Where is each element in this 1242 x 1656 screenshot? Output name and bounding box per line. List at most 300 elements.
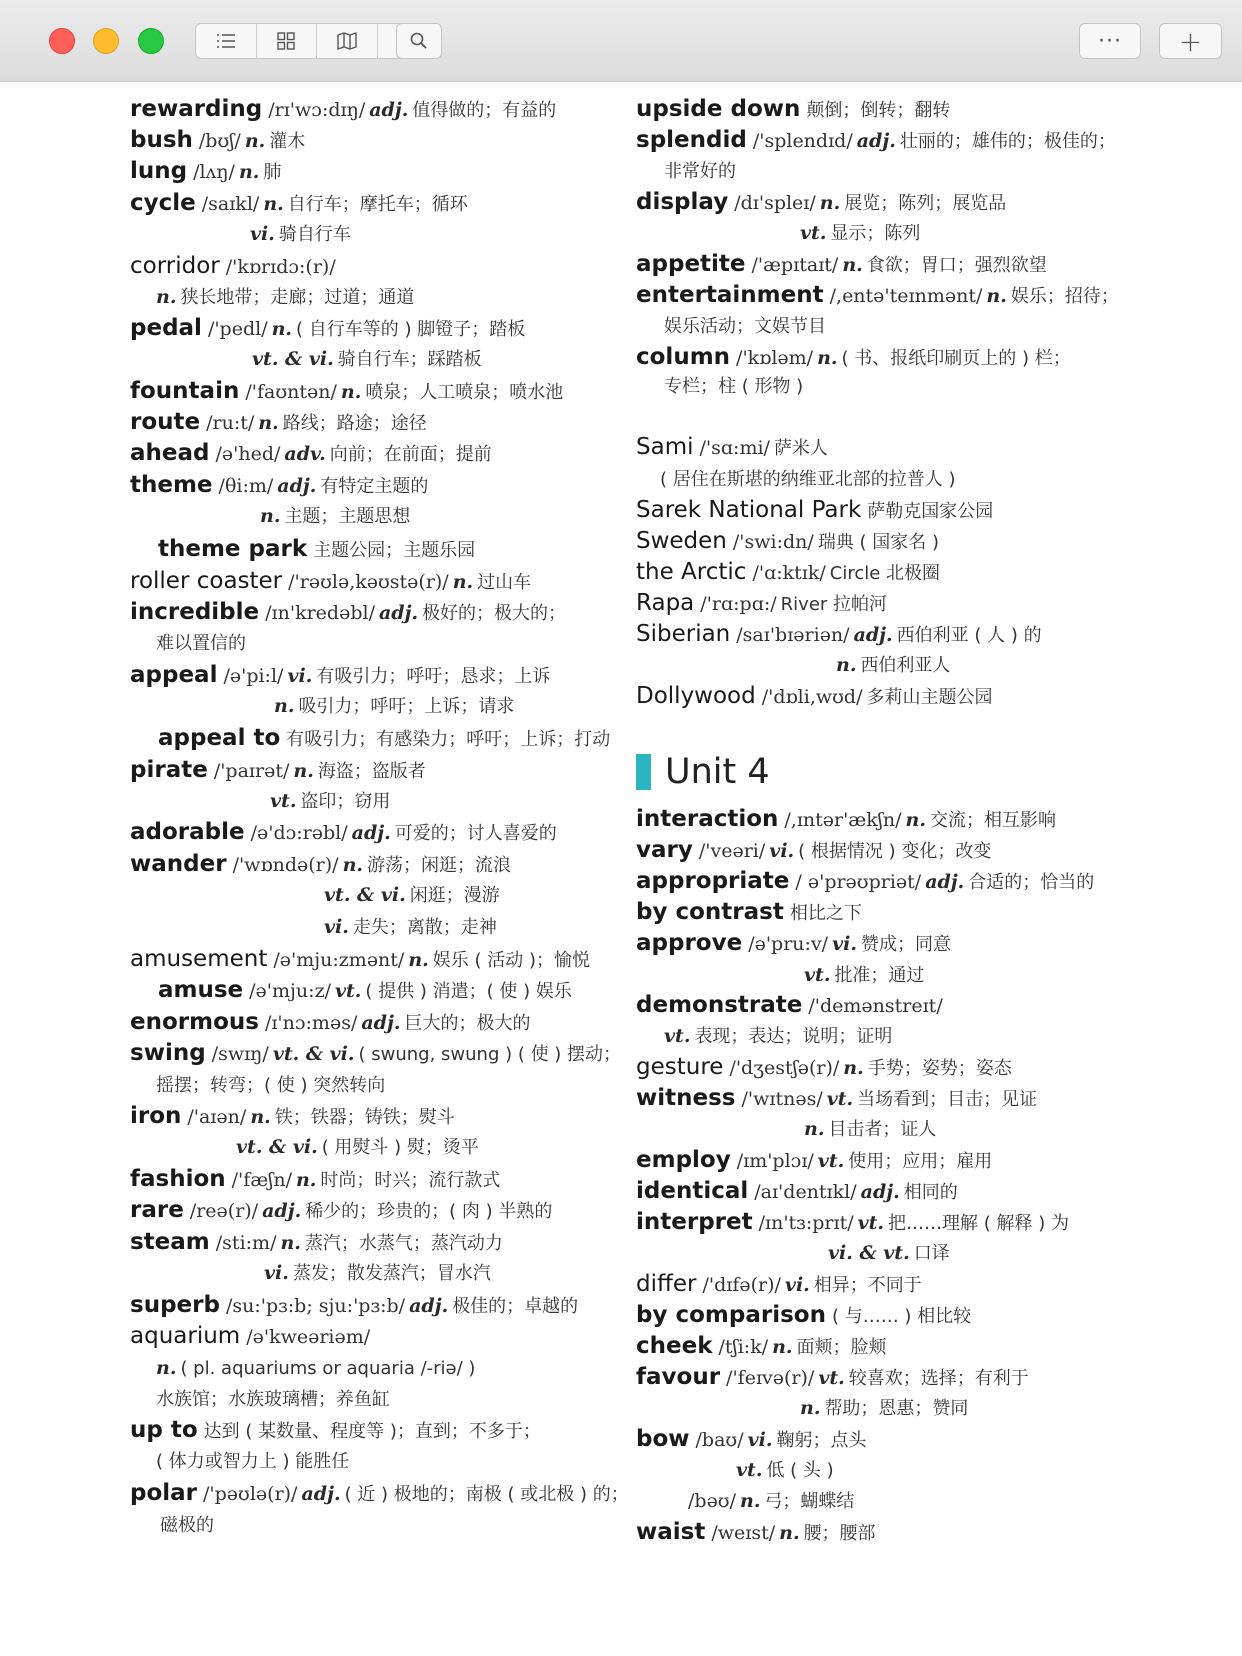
search-icon [409,31,429,51]
phonetic: /'aɪən/ [187,1106,247,1128]
vocab-entry [274,693,514,720]
vocab-entry [130,1009,530,1037]
definition: 面颊；脸颊 [796,1337,887,1358]
phonetic: /'pəʊlə(r)/ [203,1483,298,1505]
part-of-speech: n. [843,1057,864,1079]
vocab-entry [636,1519,876,1547]
definition: 难以置信的 [156,633,246,654]
part-of-speech: n. [260,505,281,527]
vocab-entry [130,1103,455,1131]
definition: 西伯利亚人 [860,655,951,676]
headword: bow [636,1426,690,1452]
definition: 多莉山主题公园 [866,687,993,708]
phonetic: /'pedl/ [207,318,268,340]
definition: 使用；应用；雇用 [848,1151,993,1172]
phonetic: /aɪ'dentɪkl/ [754,1181,857,1203]
phonetic: /ɪ'nɔ:məs/ [264,1012,358,1034]
part-of-speech: n. [274,695,295,717]
definition: 吸引力；呼吁；上诉；请求 [298,696,515,717]
headword: appropriate [636,868,790,894]
vocab-entry [156,1386,390,1413]
vocab-entry [636,282,1119,310]
definition: 萨勒克国家公园 [867,501,994,522]
vocab-entry [636,1209,1069,1237]
headword: theme [130,472,213,498]
phonetic: /saɪkl/ [201,193,260,215]
definition: 灌木 [269,131,306,152]
headword: swing [130,1040,206,1066]
vocab-entry [130,1417,541,1445]
headword: route [130,409,201,435]
vocab-entry [804,1116,936,1143]
vocab-entry [636,806,1056,834]
definition: 海盗；盗版者 [317,761,426,782]
phonetic: /'feɪvə(r)/ [726,1367,815,1389]
document-page [0,82,1242,1656]
headword: splendid [636,127,747,153]
definition: 萨米人 [773,438,828,459]
headword: enormous [130,1009,259,1035]
definition: 相比之下 [789,903,862,924]
part-of-speech: n. [156,286,177,308]
vocab-entry [158,977,572,1005]
more-options-button[interactable] [1079,23,1141,59]
vocab-entry [636,1178,958,1206]
definition: 较喜欢；选择；有利于 [848,1368,1029,1389]
vocab-entry [660,466,956,493]
vocab-entry [636,344,1071,372]
part-of-speech: vt. [736,1459,763,1481]
part-of-speech: n. [800,1397,821,1419]
headword: roller coaster [130,568,283,594]
definition: 合适的；恰当的 [968,872,1095,893]
unit-heading [636,752,770,792]
definition: 当场看到；目击；见证 [857,1089,1038,1110]
headword: appeal [130,662,218,688]
definition: 过山车 [477,572,532,593]
phonetic: /'æpɪtaɪt/ [751,254,839,276]
vocab-entry [252,346,482,373]
part-of-speech: n. [986,285,1007,307]
vocab-entry [156,630,246,657]
definition: 巨大的；极大的 [404,1013,531,1034]
phonetic: /θi:m/ [218,475,274,497]
vocab-entry [636,1302,971,1330]
headword: theme park [158,536,308,562]
vocab-entry [800,1395,968,1422]
definition: 西伯利亚 ( 人 ) 的 [896,625,1042,646]
definition: 蒸发；散发蒸汽；冒水汽 [292,1263,491,1284]
definition: 路线；路途；途径 [282,413,427,434]
vocab-entry [130,96,556,124]
part-of-speech: n. [293,760,314,782]
phonetic: /baʊ/ [695,1429,744,1451]
headword: incredible [130,599,260,625]
headword: pirate [130,757,208,783]
vocab-entry [636,528,939,556]
part-of-speech: n. [342,854,364,876]
definition: 展览；陈列；展览品 [844,193,1007,214]
headword: favour [636,1364,721,1390]
headword: cycle [130,190,196,216]
definition: 弓；蝴蝶结 [764,1491,855,1512]
headword: witness [636,1085,736,1111]
vocab-entry [636,434,828,462]
headword: employ [636,1147,731,1173]
part-of-speech: adj. [925,871,965,893]
definition: 表现；表达；说明；证明 [694,1026,893,1047]
phonetic: /sti:m/ [215,1232,277,1254]
headword: approve [636,930,743,956]
close-window-button[interactable] [49,28,75,54]
vocab-entry [130,378,563,406]
headword: fashion [130,1166,226,1192]
definition: 向前；在前面；提前 [329,444,492,465]
definition: ( 书、报纸印刷页上的 ) 栏； [841,348,1071,369]
definition: 娱乐 ( 活动 )；愉悦 [432,950,590,971]
headword: display [636,189,729,215]
part-of-speech: adj. [262,1200,302,1222]
vocab-entry [324,882,500,909]
vocab-entry [636,1364,1029,1392]
vocab-entry [664,1023,892,1050]
headword: upside down [636,96,801,122]
part-of-speech: n. [452,571,474,593]
vocab-entry [130,851,511,879]
part-of-speech: n. [156,1357,177,1379]
phonetic: /'veəri/ [698,840,766,862]
phonetic: /'kɒləm/ [736,347,814,369]
phonetic: /'wɪtnəs/ [741,1088,823,1110]
headword: interpret [636,1209,753,1235]
phonetic: /ə'mju:z/ [249,980,331,1002]
part-of-speech: n. [295,1169,317,1191]
headword: appetite [636,251,746,277]
grid-view-icon [276,31,296,51]
part-of-speech: vi. [747,1429,773,1451]
headword: bush [130,127,193,153]
vocab-entry [636,899,862,927]
definition: 交流；相互影响 [929,810,1056,831]
window-toolbar [0,0,1242,82]
headword: Sarek National Park [636,497,862,523]
phonetic: /'sɑ:mi/ [699,437,770,459]
headword: Siberian [636,621,731,647]
definition: ( 近 ) 极地的；南极 ( 或北极 ) 的； [344,1484,629,1505]
definition: 达到 ( 某数量、程度等 )；直到；不多于； [203,1421,541,1442]
part-of-speech: n. [271,318,293,340]
part-of-speech: n. [779,1522,800,1544]
part-of-speech: adj. [301,1483,341,1505]
vocab-entry [636,837,991,865]
definition: River 拉帕河 [780,594,888,615]
vocab-entry [130,757,426,785]
headword: interaction [636,806,779,832]
phonetic: /,entə'teɪnmənt/ [829,285,983,307]
definition: 低 ( 头 ) [766,1460,834,1481]
vocab-entry [636,992,947,1019]
part-of-speech: vt. & vi. [252,348,334,370]
phonetic: /'demənstreɪt/ [808,995,943,1017]
vocab-entry [130,1229,503,1257]
part-of-speech: vt. [334,980,362,1002]
headword: waist [636,1519,706,1545]
vocab-entry [636,683,993,711]
definition: 主题；主题思想 [284,506,411,527]
definition: 蒸汽；水蒸气；蒸汽动力 [304,1233,503,1254]
vocab-entry [236,1134,479,1161]
definition: ( 居住在斯堪的纳维亚北部的拉普人 ) [660,469,956,490]
part-of-speech: n. [842,254,863,276]
definition: 游荡；闲逛；流浪 [367,855,512,876]
vocab-entry [804,962,924,989]
add-button[interactable] [1159,23,1222,59]
part-of-speech: n. [280,1232,301,1254]
definition: 娱乐活动；文娱节目 [664,316,826,337]
definition: Circle 北极圈 [829,563,941,584]
headword: up to [130,1417,198,1443]
vocab-entry [130,1197,552,1225]
part-of-speech: vt. & vi. [272,1043,355,1065]
phonetic: /'rɑ:pɑ:/ [700,593,777,615]
part-of-speech: vt. & vi. [236,1136,318,1158]
vocab-entry [130,409,427,437]
definition: 颠倒；倒转；翻转 [806,100,951,121]
definition: 帮助；恩惠；赞同 [824,1398,969,1419]
vocab-entry [130,440,492,468]
phonetic: /'paɪrət/ [213,760,290,782]
vocab-entry [130,127,305,155]
vocab-entry [130,819,557,847]
grid-view-button[interactable] [257,24,318,58]
definition: 赞成；同意 [860,934,951,955]
headword: Dollywood [636,683,756,709]
definition: 有特定主题的 [320,476,429,497]
part-of-speech: vt. [817,1150,845,1172]
headword: steam [130,1229,210,1255]
phonetic: /'fæʃn/ [231,1169,292,1191]
phonetic: /'dɪfə(r)/ [702,1274,781,1296]
headword: rare [130,1197,184,1223]
phonetic: /'rəʊlə,kəʊstə(r)/ [288,571,449,593]
definition: 盗印；窃用 [300,791,391,812]
definition: ( pl. aquariums or aquaria /-riə/ ) [180,1358,476,1379]
phonetic: /'dʒestʃə(r)/ [729,1057,840,1079]
vocab-entry [636,96,950,124]
part-of-speech: n. [817,347,838,369]
vocab-entry [636,590,887,618]
definition: 有吸引力；有感染力；呼吁；上诉；打动 [286,729,611,750]
definition: 瑞典 ( 国家名 ) [817,532,940,553]
vocab-entry [158,725,610,753]
vocab-entry [130,1323,374,1350]
part-of-speech: n. [819,192,841,214]
maximize-window-button[interactable] [138,28,164,54]
list-view-button[interactable] [196,24,257,58]
vocab-entry [130,1292,578,1320]
vocab-entry [130,1166,500,1194]
phonetic: /'dɒli,wʊd/ [761,686,863,708]
headword: vary [636,837,693,863]
definition: 娱乐；招待； [1010,286,1119,307]
vocab-entry [636,1333,887,1361]
vocab-entry [636,559,940,587]
part-of-speech: n. [340,381,362,403]
vocab-entry [636,497,993,525]
vocab-entry [130,190,468,218]
unit-accent-bar [636,754,651,790]
definition: 狭长地带；走廊；过道；通道 [180,287,415,308]
phonetic: /weɪst/ [711,1522,776,1544]
vocab-entry [130,946,590,974]
headword: Sami [636,434,694,460]
vocab-entry [260,503,410,530]
definition: 骑自行车 [278,224,351,245]
vocab-entry [156,284,414,311]
vocab-entry [130,158,281,186]
phonetic: /'wɒndə(r)/ [232,854,339,876]
definition: 目击者；证人 [828,1119,937,1140]
definition: 批准；通过 [834,965,925,986]
map-view-button[interactable] [317,24,378,58]
headword: column [636,344,731,370]
headword: by contrast [636,899,784,925]
part-of-speech: adj. [409,1295,449,1317]
phonetic: /ru:t/ [206,412,255,434]
vocab-entry [130,315,525,343]
phonetic: / ə'prəʊpriət/ [795,871,922,893]
part-of-speech: vi. [769,840,795,862]
vocab-entry [828,1240,950,1267]
headword: amusement [130,946,268,972]
part-of-speech: adj. [369,99,409,121]
vocab-entry [636,930,951,958]
plus-icon: + [1178,24,1203,58]
part-of-speech: vi. [287,665,313,687]
phonetic: /'faʊntən/ [245,381,337,403]
part-of-speech: n. [244,130,266,152]
vocab-entry [636,868,1094,896]
phonetic: /bəʊ/ [688,1490,736,1512]
definition: 可爱的；讨人喜爱的 [394,823,557,844]
part-of-speech: vt. [826,1088,854,1110]
part-of-speech: vi. [264,1262,289,1284]
part-of-speech: vi. & vt. [828,1242,910,1264]
vocab-entry [636,127,1116,155]
list-view-icon [215,32,237,50]
headword: by comparison [636,1302,826,1328]
headword: demonstrate [636,992,803,1018]
definition: ( 用熨斗 ) 熨；烫平 [321,1137,479,1158]
part-of-speech: adj. [860,1181,900,1203]
phonetic: /'splendɪd/ [752,130,853,152]
headword: entertainment [636,282,824,308]
vocab-entry [130,568,531,596]
definition: ( 根据情况 ) 变化；改变 [798,841,992,862]
vocab-entry [130,599,566,627]
vocab-entry [836,652,950,679]
part-of-speech: vt. [857,1212,885,1234]
minimize-window-button[interactable] [93,28,119,54]
part-of-speech: adj. [361,1012,401,1034]
part-of-speech: vt. [818,1367,845,1389]
search-button[interactable] [396,23,442,59]
definition: 走失；离散；走神 [352,917,497,938]
vocab-entry [664,313,826,340]
phonetic: /ə'kweəriəm/ [246,1326,371,1348]
definition: 肺 [263,162,282,183]
vocab-entry [156,1072,385,1099]
vocab-entry [688,1488,854,1515]
part-of-speech: adj. [853,624,893,646]
vocab-entry [636,189,1006,217]
phonetic: /tʃi:k/ [718,1336,769,1358]
vocab-entry [156,1355,475,1382]
definition: 主题公园；主题乐园 [313,540,476,561]
phonetic: /ɪn'tɜ:prɪt/ [758,1212,854,1234]
definition: 铁；铁器；铸铁；熨斗 [274,1107,455,1128]
phonetic: /ɪm'plɔɪ/ [736,1150,814,1172]
vocab-entry [264,1260,491,1287]
phonetic: /'swi:dn/ [732,531,814,553]
phonetic: /rɪ'wɔ:dɪŋ/ [268,99,366,121]
definition: 极好的；极大的； [422,603,567,624]
phonetic: /reə(r)/ [189,1200,259,1222]
definition: 喷泉；人工喷泉；喷水池 [365,382,564,403]
headword: aquarium [130,1323,241,1349]
vocab-entry [636,1271,922,1299]
part-of-speech: vt. [800,222,827,244]
vocab-entry [156,1448,349,1475]
phonetic: /ə'mju:zmənt/ [273,949,405,971]
phonetic: /bʊʃ/ [198,130,241,152]
vocab-entry [158,536,475,564]
definition: ( 自行车等的 ) 脚镫子；踏板 [296,319,526,340]
vocab-entry [636,1147,992,1175]
phonetic: /dɪ'spleɪ/ [734,192,816,214]
phonetic: /ɪn'kredəbl/ [265,602,375,624]
headword: Rapa [636,590,695,616]
part-of-speech: vi. [784,1274,810,1296]
vocab-entry [636,1426,866,1454]
part-of-speech: adj. [856,130,896,152]
definition: 把……理解 ( 解释 ) 为 [888,1213,1069,1234]
headword: Sweden [636,528,727,554]
part-of-speech: vt. [664,1025,691,1047]
vocab-entry [636,1085,1037,1113]
headword: appeal to [158,725,281,751]
definition: 骑自行车；踩踏板 [337,349,482,370]
vocab-entry [250,221,351,248]
headword: differ [636,1271,697,1297]
phonetic: /su:'pɜ:b; sju:'pɜ:b/ [225,1295,406,1317]
phonetic: /ə'dɔ:rəbl/ [250,822,348,844]
part-of-speech: adv. [284,443,326,465]
vocab-entry [664,373,803,400]
definition: 摇摆；转弯；( 使 ) 突然转向 [156,1075,386,1096]
part-of-speech: vt. & vi. [324,884,406,906]
definition: 有吸引力；呼吁；恳求；上诉 [316,666,551,687]
headword: iron [130,1103,182,1129]
vocab-entry [636,1054,1012,1082]
definition: 手势；姿势；姿态 [867,1058,1012,1079]
part-of-speech: vt. [804,964,831,986]
definition: 鞠躬；点头 [776,1430,867,1451]
vocab-entry [160,1512,214,1539]
headword: gesture [636,1054,724,1080]
part-of-speech: n. [238,161,260,183]
vocab-entry [130,662,550,690]
